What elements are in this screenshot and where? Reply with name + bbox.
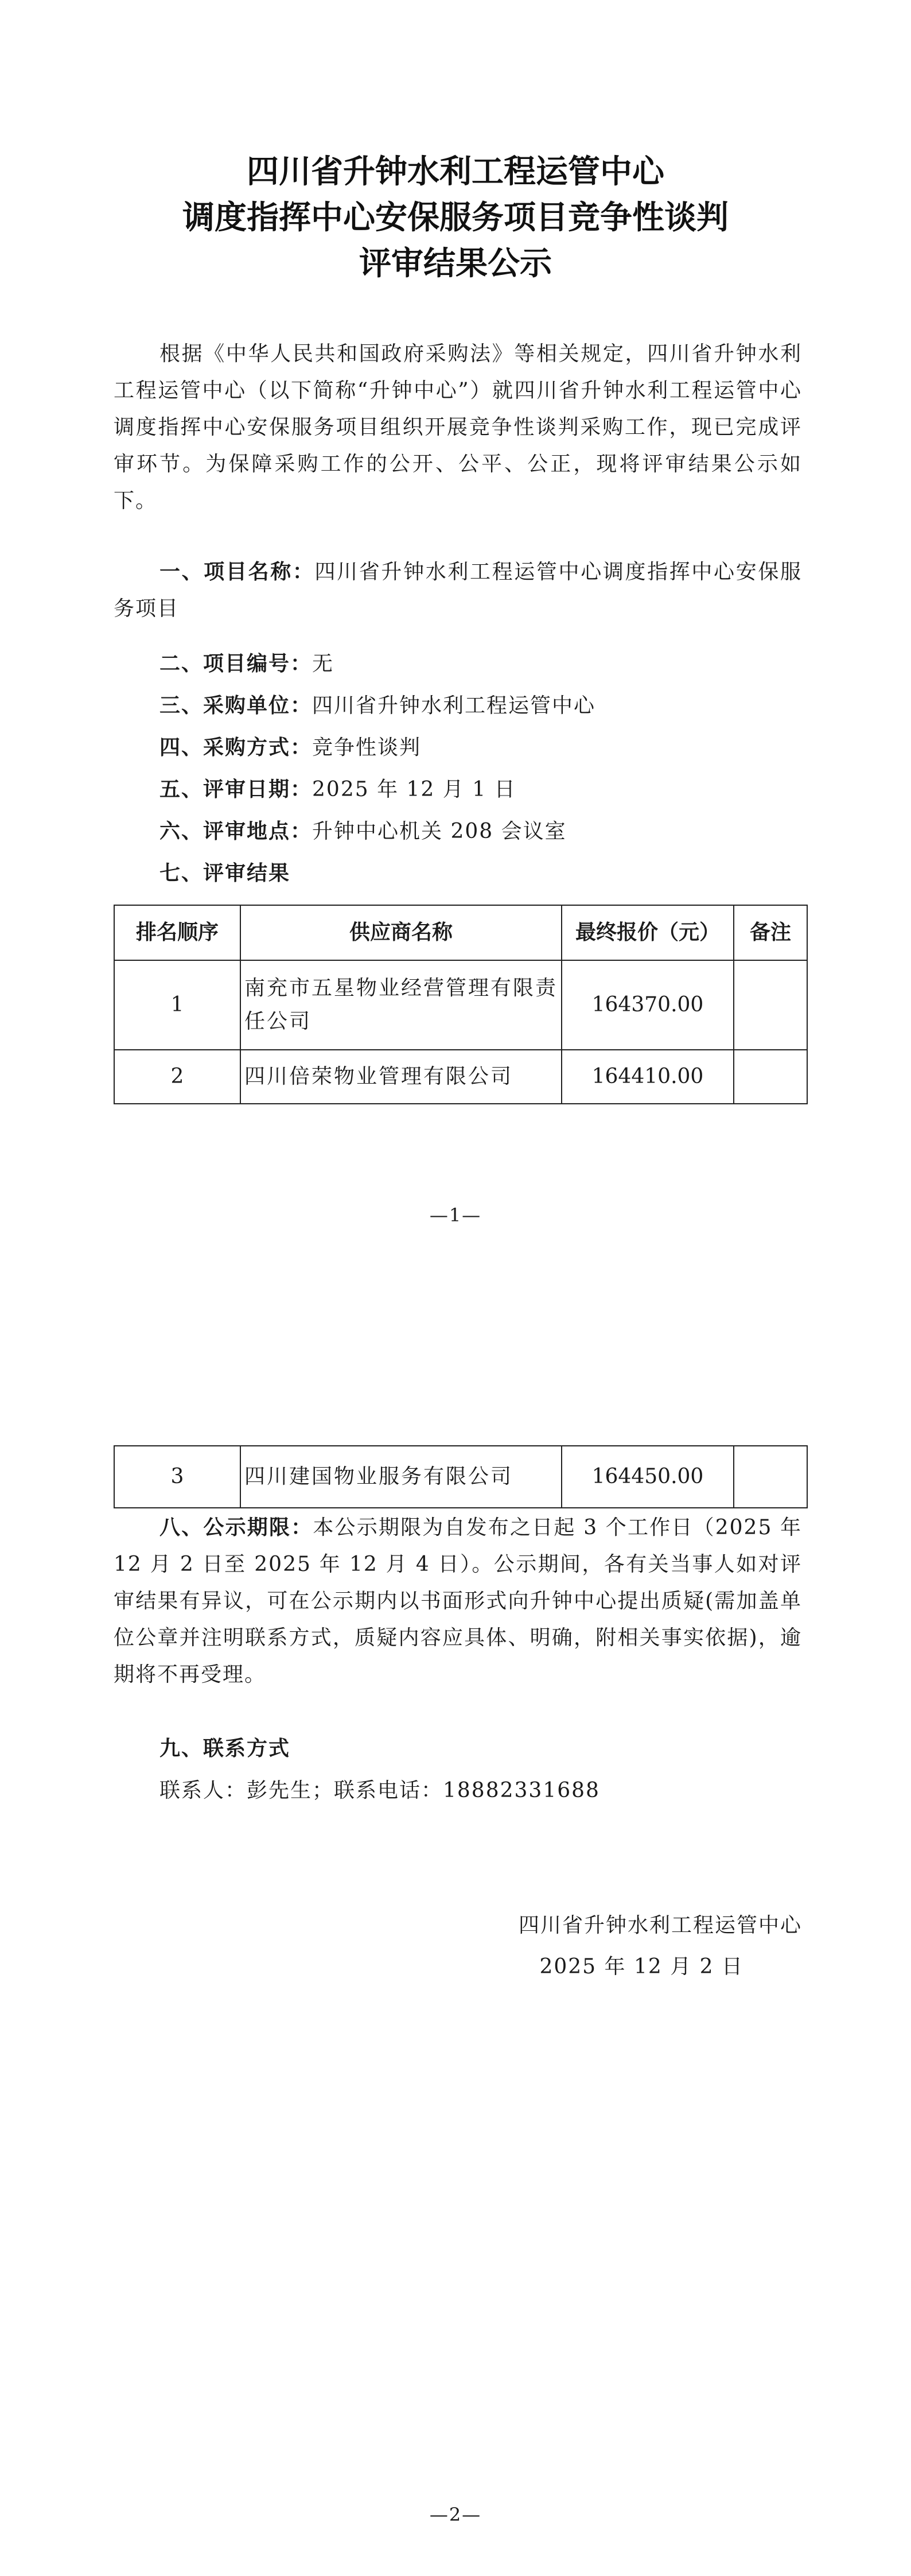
item-value: 2025 年 12 月 1 日 <box>312 778 516 801</box>
header-price: 最终报价（元） <box>562 905 734 960</box>
item-label: 六、评审地点： <box>159 820 313 843</box>
cell-price: 164370.00 <box>562 960 734 1050</box>
item-value: 四川省升钟水利工程运管中心 <box>312 694 596 717</box>
section-publicity-period <box>114 1510 802 1693</box>
cell-rank: 2 <box>114 1050 240 1104</box>
signature-date: 2025 年 12 月 2 日 <box>539 1955 743 1978</box>
item-label: 二、项目编号： <box>159 652 313 676</box>
section-contact-heading: 九、联系方式 <box>159 1737 291 1760</box>
item-value: 四川省升钟水利工程运管中心调度指挥中心安保服务项目 <box>114 560 802 620</box>
item-review-date <box>159 771 802 808</box>
table-header-row <box>114 905 807 960</box>
cell-rank: 1 <box>114 960 240 1050</box>
section-label: 八、公示期限： <box>159 1516 313 1539</box>
contact-info: 联系人：彭先生；联系电话：18882331688 <box>159 1779 600 1802</box>
header-rank: 排名顺序 <box>114 905 240 960</box>
results-heading: 七、评审结果 <box>159 862 291 885</box>
item-label: 一、项目名称： <box>159 560 315 584</box>
item-label: 三、采购单位： <box>159 694 313 717</box>
table-row <box>114 1050 807 1104</box>
item-label: 五、评审日期： <box>159 778 313 801</box>
item-purchaser <box>159 688 802 724</box>
section-text: 本公示期限为自发布之日起 3 个工作日（2025 年 12 月 2 日至 2025 年 12 月 4 日）。公示期间，各有关当事人如对评审结果有异议，可在公示期内以书面形式向升钟中心提出质疑(需加盖单位公章并注明联系方式，质疑内容应具体、明确，附相关事实依据)，逾期将不再受理。 <box>114 1516 802 1686</box>
table-row <box>114 1446 807 1508</box>
header-note: 备注 <box>734 905 807 960</box>
item-value: 竞争性谈判 <box>312 736 422 759</box>
table-row <box>114 960 807 1050</box>
item-label: 四、采购方式： <box>159 736 313 759</box>
cell-supplier: 四川倍荣物业管理有限公司 <box>240 1050 562 1104</box>
title-line-1: 四川省升钟水利工程运管中心 <box>247 153 664 191</box>
cell-rank: 3 <box>114 1446 240 1508</box>
title-line-2: 调度指挥中心安保服务项目竞争性谈判 <box>182 199 729 236</box>
cell-supplier: 四川建国物业服务有限公司 <box>240 1446 562 1508</box>
cell-supplier: 南充市五星物业经营管理有限责任公司 <box>240 960 562 1050</box>
item-project-number <box>159 646 802 682</box>
item-review-location <box>159 813 802 850</box>
results-table <box>114 905 808 1104</box>
results-table-continued <box>114 1445 808 1508</box>
cell-price: 164450.00 <box>562 1446 734 1508</box>
item-procurement-method <box>159 730 802 766</box>
item-value: 升钟中心机关 208 会议室 <box>312 820 567 843</box>
header-supplier: 供应商名称 <box>240 905 562 960</box>
item-project-name <box>114 554 802 627</box>
page-number-1: —1— <box>429 1204 482 1226</box>
title-line-3: 评审结果公示 <box>359 245 552 282</box>
cell-price: 164410.00 <box>562 1050 734 1104</box>
item-value: 无 <box>312 652 334 676</box>
signature-org: 四川省升钟水利工程运管中心 <box>518 1914 802 1937</box>
cell-note <box>734 1446 807 1508</box>
intro-paragraph: 根据《中华人民共和国政府采购法》等相关规定，四川省升钟水利工程运管中心（以下简称“升钟中心”）就四川省升钟水利工程运管中心调度指挥中心安保服务项目组织开展竞争性谈判采购工作，现已完成评审环节。为保障采购工作的公开、公平、公正，现将评审结果公示如下。 <box>114 342 802 513</box>
page-number-2: —2— <box>429 2504 482 2525</box>
cell-note <box>734 960 807 1050</box>
cell-note <box>734 1050 807 1104</box>
